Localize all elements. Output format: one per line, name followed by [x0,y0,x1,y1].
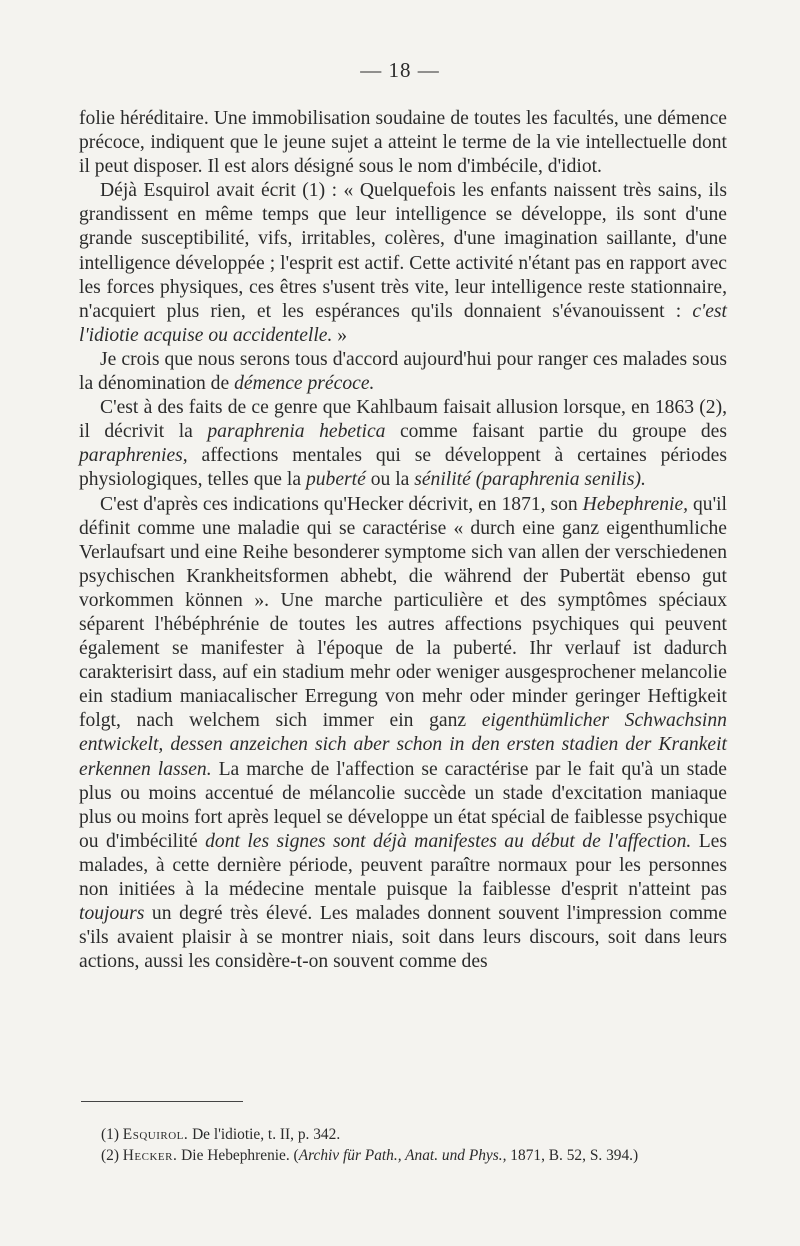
text-run: (1) [101,1126,123,1143]
italic-text-run: puberté [305,469,366,491]
text-run: Die Hebephrenie. ( [177,1147,299,1164]
page-number: — 18 — [360,58,440,82]
text-run: De l'idiotie, t. II, p. 342. [188,1126,341,1143]
footnote-divider [81,1101,243,1102]
italic-text-run: c'est l'idiotie acquise ou accidentelle. [79,300,727,346]
text-run: Je crois que nous serons tous d'accord aujourd'hui pour ranger ces malades sous la dénomination de [79,348,727,395]
text-run: un degré très élevé. Les malades donnent souvent l'impression comme s'ils avaient plaisir à se montrer niais, soit dans leurs discours, soit dans leurs actions, aussi les considère-t-on souvent comme des [79,903,727,973]
text-run: qu'il définit comme une maladie qui se caractérise « durch eine ganz eigenthumliche Verlaufsart und eine Reihe besonderer symptome sich van allen der verschiedenen psychischen Krankheitsformen abhebt, die während der Pubertät ebenso gut vorkommen können ». Une marche particulière et des symptômes spéciaux séparent l'hébéphrénie de toutes les autres affections psychiques qui peuvent également se manifester à l'époque de la puberté. Ihr verlauf ist dadurch carakterisirt dass, auf ein stadium mehr oder weniger ausgesprochener melancolie ein stadium maniacalischer Erregung von mehr oder minder geringer Heftigkeit folgt, nach welchem sich immer ein ganz [79,493,727,732]
paragraph [79,179,727,348]
paragraph [79,107,727,179]
text-run: Déjà Esquirol avait écrit (1) : « Quelquefois les enfants naissent très sains, ils grandissent en même temps que leur intelligence se développe, ils sont d'une grande susceptibilité, vifs, irritables, colères, d'une imagination saillante, d'une intelligence développée ; l'esprit est actif. Cette activité n'étant pas en rapport avec les forces physiques, ces êtres s'usent très vite, leur intelligence reste stationnaire, n'acquiert plus rien, et les espérances qu'ils donnaient s'évanouissent : [79,180,727,322]
text-run: affections mentales qui se développent à certaines périodes physiologiques, telles que la [79,445,727,491]
paragraph [79,396,727,492]
text-run: C'est à des faits de ce genre que Kahlbaum faisait allusion lorsque, en 1863 (2), il décrivit la [79,397,727,443]
paragraph [79,493,727,975]
footnote [79,1145,727,1166]
footnotes [79,1124,727,1166]
paragraph [79,348,727,396]
italic-text-run: eigenthümlicher Schwachsinn entwickelt, dessen anzeichen sich aber schon in den ersten stadien der Krankeit erkennen lassen. [79,710,727,780]
italic-text-run: toujours [79,903,145,925]
text-run: ou la [365,469,415,491]
text-run: folie héréditaire. Une immobilisation soudaine de toutes les facultés, une démence précoce, indiquent que le jeune sujet a atteint le terme de la vie intellectuelle dont il peut disposer. Il est alors désigné sous le nom d'imbécile, d'idiot. [79,108,727,178]
author-name: Esquirol. [122,1126,189,1143]
italic-text-run: Archiv für Path., Anat. und Phys., [298,1147,507,1164]
author-name: Hecker. [122,1147,178,1164]
italic-text-run: sénilité [414,469,471,491]
italic-text-run: paraphrenia hebetica [207,421,386,443]
text-run: » [332,324,348,346]
text-run: 1871, B. 52, S. 394.) [506,1147,639,1164]
italic-text-run: dont les signes sont déjà manifestes au début de l'affection. [205,830,692,852]
text-run: La marche de l'affection se caractérise par le fait qu'à un stade plus ou moins accentué de mélancolie succède un stade d'excitation maniaque plus ou moins fort après lequel se développe un état spécial de faiblesse psychique ou d'imbécilité [79,758,727,852]
italic-text-run: (paraphrenia senilis). [475,469,646,491]
body-text [79,107,727,974]
italic-text-run: démence précoce. [234,373,375,395]
italic-text-run: paraphrenies, [79,445,188,467]
text-run: Les malades, à cette dernière période, peuvent paraître normaux pour les personnes non initiées à la médecine mentale puisque la faiblesse d'esprit n'atteint pas [79,830,727,900]
text-run: (2) [101,1147,123,1164]
text-run: comme faisant partie du groupe des [385,421,728,443]
footnote [79,1124,727,1145]
text-run: C'est d'après ces indications qu'Hecker décrivit, en 1871, son [100,493,583,515]
italic-text-run: Hebephrenie, [582,493,689,515]
